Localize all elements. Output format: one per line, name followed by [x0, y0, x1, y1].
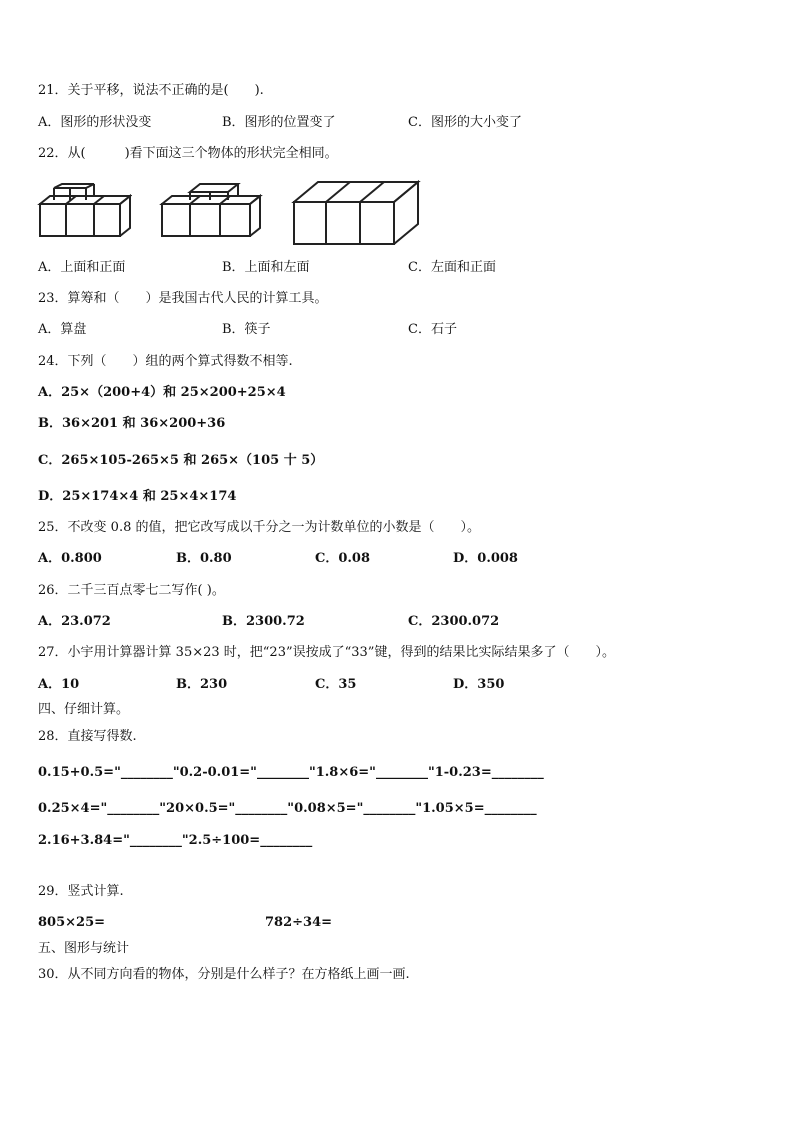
q22-stem: 22．从( )看下面这三个物体的形状完全相同。	[38, 146, 338, 161]
q23-option-c: C．石子	[408, 322, 457, 337]
q23-option-a: A．算盘	[38, 322, 87, 337]
q28-line-1: 0.15+0.5="________"0.2-0.01="________"1.8×6="________"1-0.23=________	[38, 765, 544, 780]
q27-stem: 27．小宇用计算器计算 35×23 时，把“23”误按成了“33”键，得到的结果比实际结果多了（ ）。	[38, 645, 615, 660]
q21-option-a: A．图形的形状没变	[38, 115, 152, 130]
q28-stem: 28．直接写得数.	[38, 729, 137, 744]
q22-option-a: A．上面和正面	[38, 260, 126, 275]
section-5-heading: 五、图形与统计	[38, 941, 130, 956]
cube-figure-3	[290, 178, 424, 248]
q26-option-a: A．23.072	[38, 614, 111, 629]
q25-stem: 25．不改变 0.8 的值，把它改写成以千分之一为计数单位的小数是（ ）。	[38, 520, 480, 535]
cube-figure-1	[36, 182, 132, 242]
q24-option-c: C．265×105-265×5 和 265×（105 十 5）	[38, 453, 324, 468]
q26-option-c: C．2300.072	[408, 614, 500, 629]
q25-option-c: C．0.08	[315, 551, 371, 566]
q25-option-b: B．0.80	[176, 551, 232, 566]
q21-option-c: C．图形的大小变了	[408, 115, 522, 130]
q27-option-b: B．230	[176, 677, 228, 692]
q26-stem: 26．二千三百点零七二写作( )。	[38, 583, 225, 598]
q30-stem: 30．从不同方向看的物体，分别是什么样子？在方格纸上画一画.	[38, 967, 410, 982]
q27-option-d: D．350	[453, 677, 505, 692]
q24-option-d: D．25×174×4 和 25×4×174	[38, 489, 237, 504]
q27-option-c: C．35	[315, 677, 357, 692]
q29-stem: 29．竖式计算.	[38, 884, 124, 899]
q28-line-2: 0.25×4="________"20×0.5="________"0.08×5="________"1.05×5=________	[38, 801, 537, 816]
q24-option-b: B．36×201 和 36×200+36	[38, 416, 226, 431]
q24-stem: 24．下列（ ）组的两个算式得数不相等.	[38, 354, 293, 369]
q23-option-b: B．筷子	[222, 322, 271, 337]
q25-option-a: A．0.800	[38, 551, 102, 566]
q22-option-c: C．左面和正面	[408, 260, 496, 275]
q21-option-b: B．图形的位置变了	[222, 115, 336, 130]
q27-option-a: A．10	[38, 677, 80, 692]
q29-item-1: 805×25=	[38, 915, 106, 930]
q24-option-a: A．25×（200+4）和 25×200+25×4	[38, 385, 286, 400]
q22-option-b: B．上面和左面	[222, 260, 310, 275]
q25-option-d: D．0.008	[453, 551, 518, 566]
q29-item-2: 782÷34=	[265, 915, 333, 930]
q26-option-b: B．2300.72	[222, 614, 305, 629]
q21-stem: 21．关于平移，说法不正确的是( ).	[38, 83, 264, 98]
q28-line-3: 2.16+3.84="________"2.5÷100=________	[38, 833, 313, 848]
q23-stem: 23．算筹和（ ）是我国古代人民的计算工具。	[38, 291, 328, 306]
section-4-heading: 四、仔细计算。	[38, 702, 130, 717]
cube-figure-2	[158, 182, 264, 242]
